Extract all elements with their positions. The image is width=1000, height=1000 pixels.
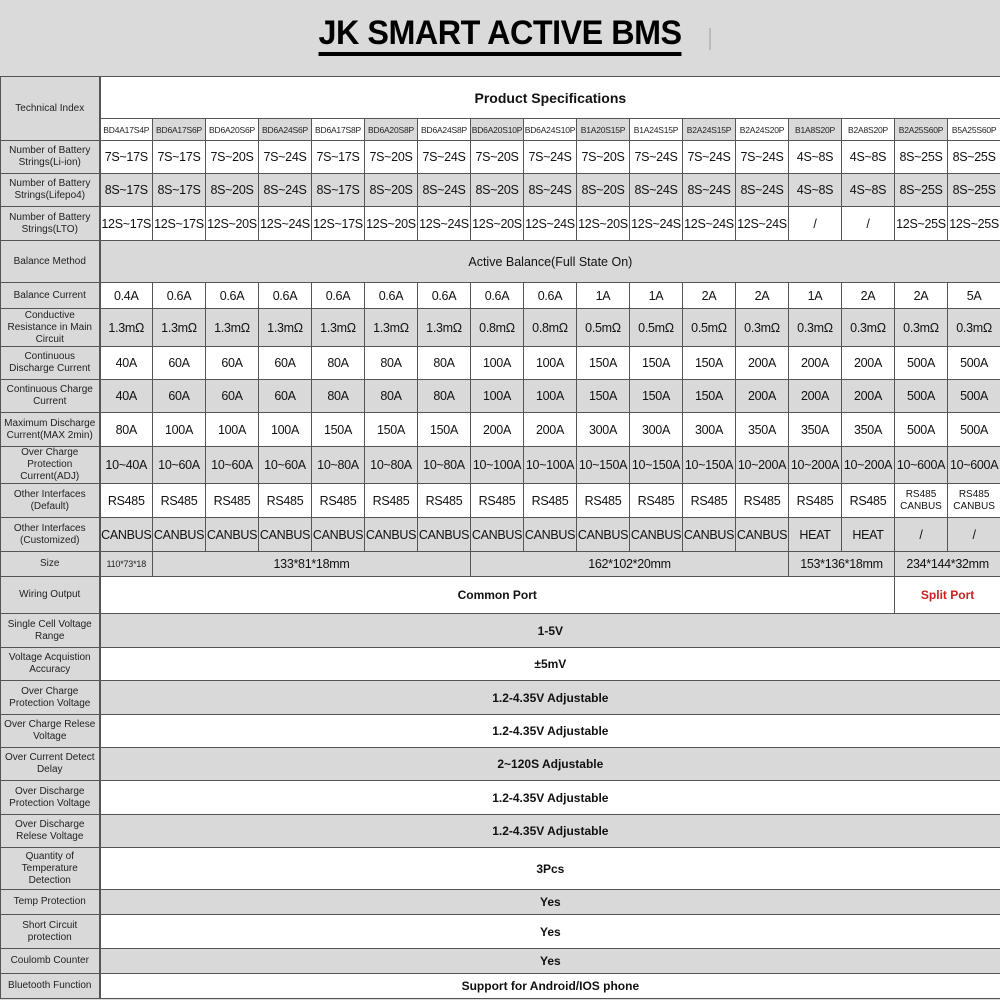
spec-cell: 7S~24S bbox=[683, 141, 736, 174]
spec-cell: 60A bbox=[206, 380, 259, 413]
spec-cell: 8S~17S bbox=[153, 174, 206, 207]
spec-cell: 150A bbox=[365, 413, 418, 447]
spec-cell: CANBUS bbox=[471, 518, 524, 552]
spec-cell: RS485 bbox=[312, 484, 365, 518]
spec-cell: 1.3mΩ bbox=[312, 309, 365, 347]
spec-cell: RS485 bbox=[842, 484, 895, 518]
model-header: BD6A24S8P bbox=[418, 119, 471, 141]
spec-cell: 0.6A bbox=[153, 283, 206, 309]
spec-cell: 1A bbox=[630, 283, 683, 309]
spec-cell: 10~60A bbox=[153, 447, 206, 484]
spec-cell: 200A bbox=[842, 347, 895, 380]
spec-cell: 0.3mΩ bbox=[948, 309, 1000, 347]
spec-row bbox=[1, 380, 1000, 413]
spec-cell: 12S~17S bbox=[312, 207, 365, 241]
model-header: BD6A24S6P bbox=[259, 119, 312, 141]
spec-cell: RS485 bbox=[789, 484, 842, 518]
spec-cell: 4S~8S bbox=[842, 174, 895, 207]
model-header: B2A24S15P bbox=[683, 119, 736, 141]
common-spec-value: 1-5V bbox=[100, 614, 1000, 648]
spec-cell: 8S~17S bbox=[100, 174, 153, 207]
spec-cell: 200A bbox=[471, 413, 524, 447]
spec-cell: 200A bbox=[789, 380, 842, 413]
model-header: BD6A20S8P bbox=[365, 119, 418, 141]
spec-cell: 10~600A bbox=[948, 447, 1000, 484]
spec-cell: 0.6A bbox=[206, 283, 259, 309]
model-header: BD6A17S8P bbox=[312, 119, 365, 141]
spec-cell: 8S~24S bbox=[736, 174, 789, 207]
spec-cell: 300A bbox=[683, 413, 736, 447]
spec-cell: 0.6A bbox=[312, 283, 365, 309]
spec-cell: 100A bbox=[524, 347, 577, 380]
spec-cell: 4S~8S bbox=[789, 141, 842, 174]
spec-cell: 12S~20S bbox=[577, 207, 630, 241]
common-spec-row bbox=[1, 781, 1000, 815]
spec-cell: 12S~17S bbox=[100, 207, 153, 241]
spec-cell: 2A bbox=[842, 283, 895, 309]
spec-cell: CANBUS bbox=[153, 518, 206, 552]
spec-cell: 12S~20S bbox=[471, 207, 524, 241]
spec-cell: RS485 bbox=[259, 484, 312, 518]
spec-cell: / bbox=[789, 207, 842, 241]
spec-cell: 40A bbox=[100, 380, 153, 413]
spec-cell: 8S~25S bbox=[948, 174, 1000, 207]
spec-cell: 12S~17S bbox=[153, 207, 206, 241]
spec-cell: CANBUS bbox=[365, 518, 418, 552]
spec-cell: 7S~20S bbox=[365, 141, 418, 174]
spec-cell: 0.6A bbox=[524, 283, 577, 309]
spec-cell: 10~100A bbox=[524, 447, 577, 484]
spec-cell: 10~600A bbox=[895, 447, 948, 484]
model-header: BD6A20S10P bbox=[471, 119, 524, 141]
spec-row bbox=[1, 283, 1000, 309]
spec-cell: RS485 bbox=[471, 484, 524, 518]
row-label: Conductive Resistance in Main Circuit bbox=[1, 309, 100, 347]
spec-cell: 12S~25S bbox=[948, 207, 1000, 241]
title-divider-mark bbox=[709, 28, 711, 50]
spec-cell: 150A bbox=[418, 413, 471, 447]
spec-cell: 100A bbox=[206, 413, 259, 447]
spec-cell: 7S~20S bbox=[471, 141, 524, 174]
spec-cell: 0.3mΩ bbox=[842, 309, 895, 347]
common-spec-row bbox=[1, 681, 1000, 715]
row-label: Number of Battery Strings(Li-ion) bbox=[1, 141, 100, 174]
spec-cell: 60A bbox=[153, 380, 206, 413]
row-label: Over Charge Relese Voltage bbox=[1, 715, 100, 748]
spec-table bbox=[0, 76, 1000, 999]
spec-cell: 350A bbox=[842, 413, 895, 447]
spec-cell: 80A bbox=[418, 380, 471, 413]
spec-cell: 4S~8S bbox=[842, 141, 895, 174]
spec-cell: 7S~17S bbox=[312, 141, 365, 174]
spec-cell: RS485 bbox=[524, 484, 577, 518]
row-label: Single Cell Voltage Range bbox=[1, 614, 100, 648]
spec-cell: 80A bbox=[418, 347, 471, 380]
spec-cell: 10~200A bbox=[736, 447, 789, 484]
row-label: Other Interfaces (Default) bbox=[1, 484, 100, 518]
common-spec-value: 1.2-4.35V Adjustable bbox=[100, 781, 1000, 815]
row-label: Wiring Output bbox=[1, 577, 100, 614]
row-label: Short Circuit protection bbox=[1, 915, 100, 949]
common-spec-row bbox=[1, 890, 1000, 915]
row-label: Bluetooth Function bbox=[1, 974, 100, 999]
product-specifications-header: Product Specifications bbox=[100, 77, 1000, 119]
wiring-split-port: Split Port bbox=[895, 577, 1000, 614]
spec-cell: 7S~20S bbox=[206, 141, 259, 174]
spec-row bbox=[1, 518, 1000, 552]
spec-cell: 8S~24S bbox=[524, 174, 577, 207]
spec-cell: 2A bbox=[895, 283, 948, 309]
spec-cell: CANBUS bbox=[683, 518, 736, 552]
spec-cell: 7S~17S bbox=[100, 141, 153, 174]
model-header: B2A25S60P bbox=[895, 119, 948, 141]
spec-cell: RS485 bbox=[365, 484, 418, 518]
spec-cell: 80A bbox=[312, 347, 365, 380]
spec-cell: RS485 bbox=[418, 484, 471, 518]
common-spec-row bbox=[1, 815, 1000, 848]
row-label: Size bbox=[1, 552, 100, 577]
spec-cell: 200A bbox=[736, 347, 789, 380]
row-label: Maximum Discharge Current(MAX 2min) bbox=[1, 413, 100, 447]
spec-cell: 8S~20S bbox=[365, 174, 418, 207]
row-label: Voltage Acquistion Accuracy bbox=[1, 648, 100, 681]
common-spec-row bbox=[1, 715, 1000, 748]
spec-cell: 8S~24S bbox=[683, 174, 736, 207]
spec-cell: 12S~24S bbox=[736, 207, 789, 241]
spec-cell: 4S~8S bbox=[789, 174, 842, 207]
spec-cell: 200A bbox=[842, 380, 895, 413]
spec-cell: 10~40A bbox=[100, 447, 153, 484]
spec-cell: 7S~24S bbox=[736, 141, 789, 174]
size-cell: 153*136*18mm bbox=[789, 552, 895, 577]
spec-cell: 12S~24S bbox=[524, 207, 577, 241]
spec-cell: 8S~24S bbox=[259, 174, 312, 207]
spec-cell: 1.3mΩ bbox=[259, 309, 312, 347]
spec-cell: RS485 bbox=[736, 484, 789, 518]
balance-method-row bbox=[1, 241, 1000, 283]
spec-cell: 8S~20S bbox=[577, 174, 630, 207]
spec-cell: 12S~24S bbox=[418, 207, 471, 241]
spec-cell: 1.3mΩ bbox=[206, 309, 259, 347]
spec-cell: 10~60A bbox=[259, 447, 312, 484]
model-header: B1A8S20P bbox=[789, 119, 842, 141]
row-label: Over Current Detect Delay bbox=[1, 748, 100, 781]
spec-cell: 500A bbox=[895, 347, 948, 380]
header-row bbox=[1, 77, 1000, 119]
spec-cell: 10~80A bbox=[418, 447, 471, 484]
spec-cell: 8S~17S bbox=[312, 174, 365, 207]
technical-index-header: Technical Index bbox=[1, 77, 100, 141]
spec-cell: 2A bbox=[683, 283, 736, 309]
spec-cell: 150A bbox=[312, 413, 365, 447]
spec-cell: 7S~24S bbox=[259, 141, 312, 174]
spec-cell: 1.3mΩ bbox=[153, 309, 206, 347]
spec-cell: 8S~24S bbox=[418, 174, 471, 207]
common-spec-value: Support for Android/IOS phone bbox=[100, 974, 1000, 999]
spec-table-body bbox=[1, 77, 1000, 999]
spec-cell: 150A bbox=[577, 347, 630, 380]
spec-cell: 10~200A bbox=[842, 447, 895, 484]
spec-cell: CANBUS bbox=[206, 518, 259, 552]
spec-cell: 0.4A bbox=[100, 283, 153, 309]
common-spec-row bbox=[1, 949, 1000, 974]
spec-cell: 7S~20S bbox=[577, 141, 630, 174]
spec-cell: / bbox=[842, 207, 895, 241]
spec-cell: 12S~24S bbox=[683, 207, 736, 241]
spec-cell: 150A bbox=[683, 380, 736, 413]
spec-cell: RS485 bbox=[577, 484, 630, 518]
spec-cell: 0.6A bbox=[259, 283, 312, 309]
spec-cell: 12S~20S bbox=[206, 207, 259, 241]
model-header: B5A25S60P bbox=[948, 119, 1000, 141]
spec-cell: 7S~24S bbox=[418, 141, 471, 174]
common-spec-row bbox=[1, 848, 1000, 890]
spec-cell: 10~80A bbox=[312, 447, 365, 484]
balance-method-value: Active Balance(Full State On) bbox=[100, 241, 1000, 283]
spec-cell: 500A bbox=[948, 347, 1000, 380]
spec-row bbox=[1, 347, 1000, 380]
spec-cell: 300A bbox=[577, 413, 630, 447]
spec-cell: 60A bbox=[153, 347, 206, 380]
spec-cell: 1.3mΩ bbox=[418, 309, 471, 347]
spec-cell: 8S~25S bbox=[948, 141, 1000, 174]
spec-cell: 0.8mΩ bbox=[471, 309, 524, 347]
spec-cell: 150A bbox=[683, 347, 736, 380]
row-label: Continuous Charge Current bbox=[1, 380, 100, 413]
spec-cell: CANBUS bbox=[630, 518, 683, 552]
spec-cell: 0.5mΩ bbox=[630, 309, 683, 347]
spec-cell: 80A bbox=[312, 380, 365, 413]
spec-row bbox=[1, 141, 1000, 174]
spec-cell: 8S~24S bbox=[630, 174, 683, 207]
wiring-output-row bbox=[1, 577, 1000, 614]
spec-cell: 0.3mΩ bbox=[895, 309, 948, 347]
spec-cell: 200A bbox=[789, 347, 842, 380]
spec-cell: 10~150A bbox=[577, 447, 630, 484]
spec-cell: 500A bbox=[948, 380, 1000, 413]
spec-cell: 60A bbox=[206, 347, 259, 380]
spec-cell: 10~80A bbox=[365, 447, 418, 484]
spec-cell: 0.6A bbox=[365, 283, 418, 309]
common-spec-value: Yes bbox=[100, 915, 1000, 949]
size-cell: 234*144*32mm bbox=[895, 552, 1000, 577]
spec-cell: 2A bbox=[736, 283, 789, 309]
spec-cell: 100A bbox=[471, 347, 524, 380]
spec-cell: 10~100A bbox=[471, 447, 524, 484]
model-header: B1A24S15P bbox=[630, 119, 683, 141]
row-label: Quantity of Temperature Detection bbox=[1, 848, 100, 890]
spec-cell: CANBUS bbox=[418, 518, 471, 552]
spec-cell: 500A bbox=[895, 413, 948, 447]
size-cell: 133*81*18mm bbox=[153, 552, 471, 577]
common-spec-value: 3Pcs bbox=[100, 848, 1000, 890]
spec-cell: RS485 bbox=[206, 484, 259, 518]
spec-row bbox=[1, 309, 1000, 347]
spec-row bbox=[1, 484, 1000, 518]
spec-cell: 0.3mΩ bbox=[736, 309, 789, 347]
spec-cell: 350A bbox=[736, 413, 789, 447]
spec-cell: 12S~24S bbox=[630, 207, 683, 241]
spec-cell: CANBUS bbox=[100, 518, 153, 552]
common-spec-value: 1.2-4.35V Adjustable bbox=[100, 815, 1000, 848]
spec-cell: CANBUS bbox=[524, 518, 577, 552]
spec-cell: 60A bbox=[259, 380, 312, 413]
spec-cell: 5A bbox=[948, 283, 1000, 309]
model-header: B1A20S15P bbox=[577, 119, 630, 141]
spec-cell: CANBUS bbox=[259, 518, 312, 552]
spec-cell: 8S~25S bbox=[895, 174, 948, 207]
common-spec-value: Yes bbox=[100, 890, 1000, 915]
spec-cell: 100A bbox=[524, 380, 577, 413]
size-cell: 162*102*20mm bbox=[471, 552, 789, 577]
common-spec-value: ±5mV bbox=[100, 648, 1000, 681]
spec-cell: 7S~17S bbox=[153, 141, 206, 174]
spec-cell: CANBUS bbox=[312, 518, 365, 552]
row-label: Continuous Discharge Current bbox=[1, 347, 100, 380]
model-header: BD4A17S4P bbox=[100, 119, 153, 141]
row-label: Number of Battery Strings(LTO) bbox=[1, 207, 100, 241]
wiring-common-port: Common Port bbox=[100, 577, 895, 614]
spec-cell: CANBUS bbox=[736, 518, 789, 552]
spec-cell: RS485 bbox=[630, 484, 683, 518]
common-spec-value: 2~120S Adjustable bbox=[100, 748, 1000, 781]
spec-cell: RS485 bbox=[100, 484, 153, 518]
spec-cell: 12S~25S bbox=[895, 207, 948, 241]
model-row bbox=[1, 119, 1000, 141]
common-spec-value: Yes bbox=[100, 949, 1000, 974]
spec-cell: 0.3mΩ bbox=[789, 309, 842, 347]
spec-cell: HEAT bbox=[842, 518, 895, 552]
spec-cell: 0.5mΩ bbox=[577, 309, 630, 347]
spec-cell: 8S~25S bbox=[895, 141, 948, 174]
common-spec-row bbox=[1, 974, 1000, 999]
spec-cell: RS485 CANBUS bbox=[895, 484, 948, 518]
model-header: BD6A17S6P bbox=[153, 119, 206, 141]
common-spec-row bbox=[1, 614, 1000, 648]
spec-cell: 12S~20S bbox=[365, 207, 418, 241]
page-title-text: JK SMART ACTIVE BMS bbox=[318, 14, 681, 56]
spec-cell: 100A bbox=[153, 413, 206, 447]
spec-cell: 0.6A bbox=[471, 283, 524, 309]
row-label: Other Interfaces (Customized) bbox=[1, 518, 100, 552]
row-label: Temp Protection bbox=[1, 890, 100, 915]
spec-row bbox=[1, 447, 1000, 484]
spec-cell: 8S~20S bbox=[206, 174, 259, 207]
spec-cell: 200A bbox=[524, 413, 577, 447]
spec-cell: 1.3mΩ bbox=[365, 309, 418, 347]
row-label: Balance Method bbox=[1, 241, 100, 283]
spec-cell: 100A bbox=[471, 380, 524, 413]
common-spec-row bbox=[1, 648, 1000, 681]
spec-cell: 1A bbox=[577, 283, 630, 309]
spec-cell: RS485 bbox=[153, 484, 206, 518]
spec-cell: RS485 CANBUS bbox=[948, 484, 1000, 518]
row-label: Balance Current bbox=[1, 283, 100, 309]
spec-cell: 40A bbox=[100, 347, 153, 380]
row-label: Coulomb Counter bbox=[1, 949, 100, 974]
spec-cell: 80A bbox=[365, 380, 418, 413]
common-spec-value: 1.2-4.35V Adjustable bbox=[100, 681, 1000, 715]
common-spec-value: 1.2-4.35V Adjustable bbox=[100, 715, 1000, 748]
spec-cell: 8S~20S bbox=[471, 174, 524, 207]
spec-cell: CANBUS bbox=[577, 518, 630, 552]
size-cell: 110*73*18 bbox=[100, 552, 153, 577]
spec-cell: 10~60A bbox=[206, 447, 259, 484]
spec-cell: 150A bbox=[630, 380, 683, 413]
spec-cell: / bbox=[895, 518, 948, 552]
spec-cell: 10~150A bbox=[683, 447, 736, 484]
row-label: Over Discharge Relese Voltage bbox=[1, 815, 100, 848]
page-title bbox=[0, 14, 1000, 56]
spec-row bbox=[1, 207, 1000, 241]
spec-cell: 80A bbox=[100, 413, 153, 447]
row-label: Over Charge Protection Current(ADJ) bbox=[1, 447, 100, 484]
model-header: BD6A24S10P bbox=[524, 119, 577, 141]
model-header: B2A8S20P bbox=[842, 119, 895, 141]
spec-cell: / bbox=[948, 518, 1000, 552]
row-label: Number of Battery Strings(Lifepo4) bbox=[1, 174, 100, 207]
spec-cell: RS485 bbox=[683, 484, 736, 518]
spec-row bbox=[1, 174, 1000, 207]
spec-cell: 0.8mΩ bbox=[524, 309, 577, 347]
spec-cell: HEAT bbox=[789, 518, 842, 552]
spec-cell: 7S~24S bbox=[524, 141, 577, 174]
spec-cell: 350A bbox=[789, 413, 842, 447]
spec-cell: 80A bbox=[365, 347, 418, 380]
spec-cell: 200A bbox=[736, 380, 789, 413]
spec-cell: 150A bbox=[630, 347, 683, 380]
spec-cell: 0.6A bbox=[418, 283, 471, 309]
common-spec-row bbox=[1, 915, 1000, 949]
spec-cell: 1.3mΩ bbox=[100, 309, 153, 347]
size-row bbox=[1, 552, 1000, 577]
spec-row bbox=[1, 413, 1000, 447]
spec-cell: 300A bbox=[630, 413, 683, 447]
spec-cell: 7S~24S bbox=[630, 141, 683, 174]
spec-cell: 150A bbox=[577, 380, 630, 413]
common-spec-row bbox=[1, 748, 1000, 781]
spec-cell: 0.5mΩ bbox=[683, 309, 736, 347]
spec-cell: 500A bbox=[895, 380, 948, 413]
spec-cell: 12S~24S bbox=[259, 207, 312, 241]
spec-cell: 1A bbox=[789, 283, 842, 309]
spec-cell: 100A bbox=[259, 413, 312, 447]
model-header: B2A24S20P bbox=[736, 119, 789, 141]
model-header: BD6A20S6P bbox=[206, 119, 259, 141]
row-label: Over Charge Protection Voltage bbox=[1, 681, 100, 715]
spec-cell: 60A bbox=[259, 347, 312, 380]
spec-cell: 500A bbox=[948, 413, 1000, 447]
spec-cell: 10~200A bbox=[789, 447, 842, 484]
row-label: Over Discharge Protection Voltage bbox=[1, 781, 100, 815]
spec-cell: 10~150A bbox=[630, 447, 683, 484]
